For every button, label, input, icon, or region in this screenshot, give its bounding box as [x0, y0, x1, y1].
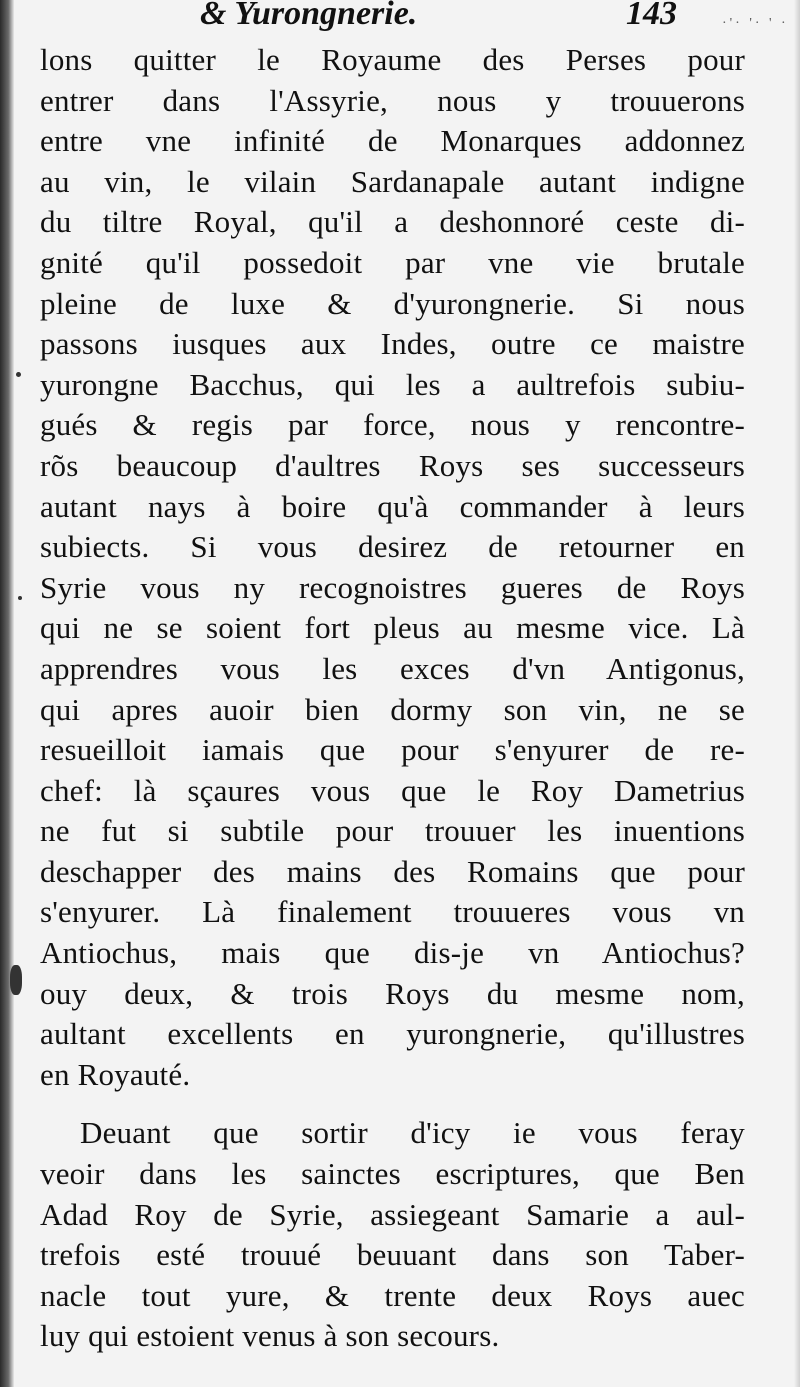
- text-line: s'enyurer. Là finalement trouueres vous vn: [40, 894, 745, 930]
- binding-gutter: [0, 0, 14, 1387]
- text-line: ne fut si subtile pour trouuer les inuentions: [40, 813, 745, 849]
- text-line: nacle tout yure, & trente deux Roys auec: [40, 1277, 745, 1313]
- text-line: rõs beaucoup d'aultres Roys ses successeurs: [40, 447, 745, 483]
- text-line: pleine de luxe & d'yurongnerie. Si nous: [40, 285, 745, 321]
- body-text: [40, 40, 745, 1357]
- corner-marks: ·'· '· ' ·: [722, 16, 789, 31]
- text-line: yurongne Bacchus, qui les a aultrefois subiu-: [40, 366, 745, 402]
- text-line: Adad Roy de Syrie, assiegeant Samarie a aul-: [40, 1196, 745, 1232]
- text-line: trefois esté trouué beuuant dans son Taber-: [40, 1237, 745, 1273]
- text-line: Deuant que sortir d'icy ie vous feray: [80, 1115, 745, 1151]
- text-line: autant nays à boire qu'à commander à leurs: [40, 488, 745, 524]
- paragraph-1: [40, 40, 745, 1095]
- text-line: gués & regis par force, nous y rencontre-: [40, 407, 745, 443]
- text-line: lons quitter le Royaume des Perses pour: [40, 42, 745, 77]
- ink-speck: [16, 372, 21, 377]
- text-line: du tiltre Royal, qu'il a deshonnoré ceste di-: [40, 204, 745, 240]
- ink-speck: [18, 596, 22, 600]
- text-line: entrer dans l'Assyrie, nous y trouuerons: [40, 82, 745, 118]
- text-line: gnité qu'il possedoit par vne vie brutale: [40, 244, 745, 280]
- text-line: luy qui estoient venus à son secours.: [40, 1318, 500, 1354]
- text-line: deschapper des mains des Romains que pour: [40, 853, 745, 889]
- text-line: qui ne se soient fort pleus au mesme vice. Là: [40, 610, 745, 646]
- paragraph-2: [40, 1113, 745, 1357]
- ink-speck: [10, 965, 22, 995]
- text-line: passons iusques aux Indes, outre ce maistre: [40, 326, 745, 362]
- text-line: apprendres vous les exces d'vn Antigonus,: [40, 650, 745, 686]
- text-line: au vin, le vilain Sardanapale autant indigne: [40, 163, 745, 199]
- text-line: subiects. Si vous desirez de retourner en: [40, 529, 745, 565]
- text-line: resueilloit iamais que pour s'enyurer de re-: [40, 732, 745, 768]
- text-line: qui apres auoir bien dormy son vin, ne se: [40, 691, 745, 727]
- text-line: ouy deux, & trois Roys du mesme nom,: [40, 975, 745, 1011]
- text-line: Syrie vous ny recognoistres gueres de Roys: [40, 569, 745, 605]
- text-line: entre vne infinité de Monarques addonnez: [40, 123, 745, 159]
- text-line: veoir dans les sainctes escriptures, que Ben: [40, 1156, 745, 1192]
- page-number: 143: [626, 0, 677, 32]
- page-edge: [794, 0, 800, 1387]
- running-title: & Yurongnerie.: [200, 0, 418, 32]
- page-header: [0, 0, 800, 34]
- text-line: Antiochus, mais que dis-je vn Antiochus?: [40, 935, 745, 971]
- paragraph-gap: [40, 1095, 745, 1113]
- text-line: en Royauté.: [40, 1056, 191, 1092]
- text-line: chef: là sçaures vous que le Roy Dametrius: [40, 772, 745, 808]
- text-line: aultant excellents en yurongnerie, qu'illustres: [40, 1016, 745, 1052]
